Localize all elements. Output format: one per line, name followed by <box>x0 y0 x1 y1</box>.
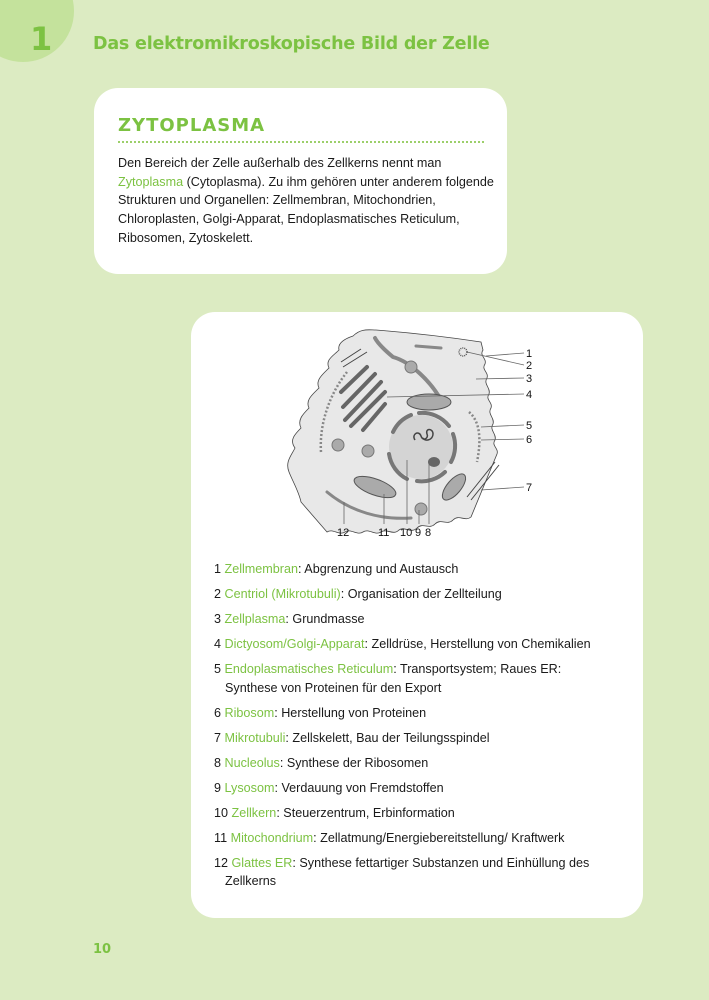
intro-heading: ZYTOPLASMA <box>118 115 266 136</box>
legend-item: 5 Endoplasmatisches Reticulum: Transportsystem; Raues ER: Synthese von Proteinen für den Export <box>214 662 562 695</box>
legend-item: 2 Centriol (Mikrotubuli): Organisation der Zellteilung <box>214 587 502 601</box>
svg-text:10: 10 <box>400 527 413 539</box>
intro-text <box>118 154 498 248</box>
svg-text:5: 5 <box>526 420 533 432</box>
legend-item: 12 Glattes ER: Synthese fettartiger Substanzen und Einhüllung des Zellkerns <box>214 855 590 889</box>
svg-text:8: 8 <box>425 527 432 539</box>
dotted-divider <box>118 141 484 143</box>
legend-item: 9 Lysosom: Verdauung von Fremdstoffen <box>214 780 444 795</box>
svg-text:2: 2 <box>526 360 533 372</box>
svg-text:1: 1 <box>526 348 533 360</box>
legend-item: 1 Zellmembran: Abgrenzung und Austausch <box>214 562 459 576</box>
chapter-number: 1 <box>30 20 53 58</box>
page-number: 10 <box>93 942 112 957</box>
intro-highlight-term: Zytoplasma <box>118 174 184 189</box>
svg-text:11: 11 <box>378 527 390 539</box>
cell-diagram <box>281 322 561 552</box>
svg-text:7: 7 <box>526 482 533 494</box>
legend-item: 8 Nucleolus: Synthese der Ribosomen <box>214 755 429 770</box>
legend-item: 7 Mikrotubuli: Zellskelett, Bau der Teilungsspindel <box>214 730 490 745</box>
legend-item: 10 Zellkern: Steuerzentrum, Erbinformation <box>214 805 455 820</box>
intro-card <box>94 88 507 274</box>
legend-item: 3 Zellplasma: Grundmasse <box>214 612 365 626</box>
intro-text-end: (Cytoplasma). Zu ihm gehören unter anderem folgende Strukturen und Organellen: Zellmembran, Mitochondrien, Chloroplasten, Golgi-Apparat, Endoplasmatisches Reticulum, Ribosomen, Zytoskelett. <box>118 174 494 245</box>
svg-text:9: 9 <box>415 527 422 539</box>
legend-item: 6 Ribosom: Herstellung von Proteinen <box>214 705 427 720</box>
organelle-legend <box>214 560 634 897</box>
intro-text-start: Den Bereich der Zelle außerhalb des Zellkerns nennt man <box>118 156 442 170</box>
svg-text:4: 4 <box>526 389 533 401</box>
cell-diagram-card <box>191 312 643 918</box>
svg-text:3: 3 <box>526 373 533 385</box>
svg-text:12: 12 <box>337 527 350 539</box>
legend-item: 4 Dictyosom/Golgi-Apparat: Zelldrüse, Herstellung von Chemikalien <box>214 637 591 651</box>
chapter-title: Das elektromikroskopische Bild der Zelle <box>93 34 490 54</box>
svg-text:6: 6 <box>526 434 533 446</box>
legend-item: 11 Mitochondrium: Zellatmung/Energiebereitstellung/ Kraftwerk <box>214 830 565 845</box>
